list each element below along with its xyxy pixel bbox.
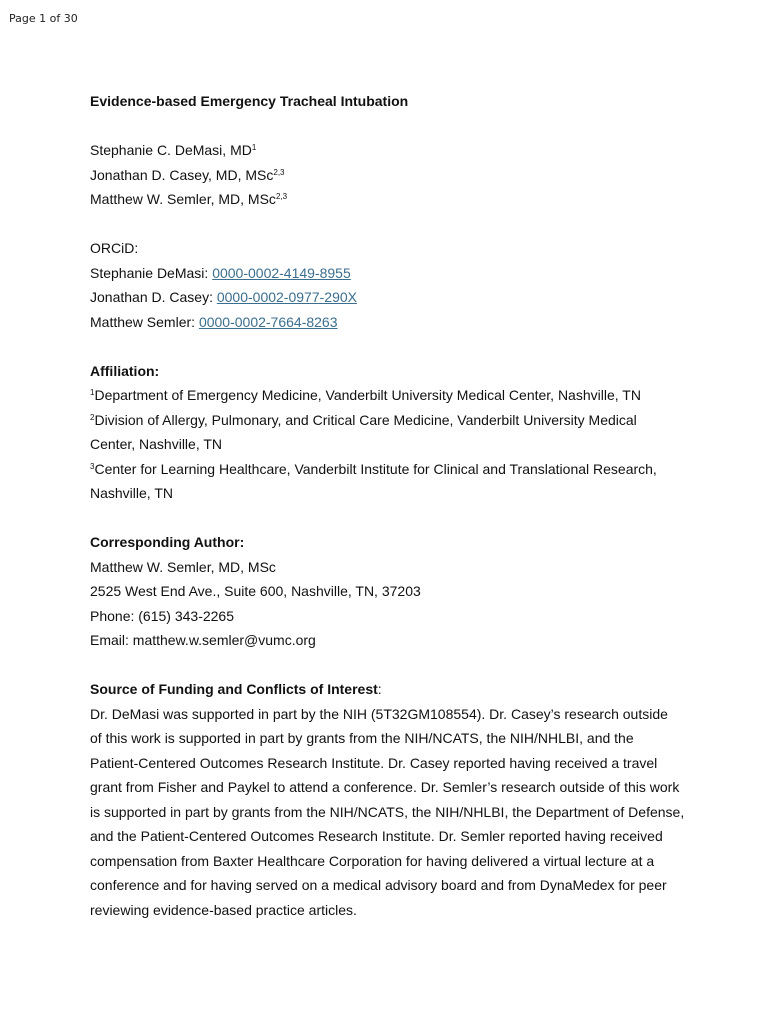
affiliation-text: Center for Learning Healthcare, Vanderbilt Institute for Clinical and Translational Research, — [94, 460, 657, 477]
orcid-label: Jonathan D. Casey: — [90, 289, 217, 305]
orcid-link[interactable]: 0000-0002-4149-8955 — [212, 264, 351, 281]
funding-heading-line — [90, 677, 690, 702]
funding-text-line: conference and for having served on a medical advisory board and from DynaMedex for peer — [90, 877, 667, 893]
author-name: Jonathan D. Casey, MD, MSc — [90, 166, 274, 183]
author-affiliation-sup: 2,3 — [273, 167, 285, 177]
corresponding-email: Email: matthew.w.semler@vumc.org — [90, 632, 316, 648]
author-line — [90, 138, 690, 163]
author-name: Stephanie C. DeMasi, MD — [90, 142, 252, 158]
funding-heading-colon: : — [377, 681, 382, 697]
document-body — [90, 89, 690, 922]
corresponding-phone: Phone: (615) 343-2265 — [90, 607, 234, 624]
orcid-heading: ORCiD: — [90, 240, 139, 256]
spacer — [90, 506, 690, 531]
spacer — [90, 114, 690, 139]
author-affiliation-sup: 1 — [251, 143, 257, 152]
orcid-entry — [90, 261, 690, 286]
corresponding-name: Matthew W. Semler, MD, MSc — [90, 558, 276, 575]
orcid-link[interactable]: 0000-0002-0977-290X — [216, 289, 357, 305]
affiliation-sup: 2 — [90, 412, 95, 422]
orcid-label: Matthew Semler: — [90, 313, 199, 330]
author-name: Matthew W. Semler, MD, MSc — [90, 191, 276, 207]
affiliation-item — [90, 408, 690, 433]
funding-text-line: Dr. DeMasi was supported in part by the NIH (5T32GM108554). Dr. Casey’s research outside — [90, 705, 668, 722]
spacer — [90, 212, 690, 237]
affiliation-continuation: Center, Nashville, TN — [90, 436, 223, 452]
funding-text-line: reviewing evidence-based practice articles. — [90, 901, 357, 918]
page-indicator: Page 1 of 30 — [9, 12, 78, 25]
corresponding-address: 2525 West End Ave., Suite 600, Nashville, TN, 37203 — [90, 583, 421, 599]
funding-text-line: Patient-Centered Outcomes Research Institute. Dr. Casey reported having received a travel — [90, 754, 658, 771]
spacer — [90, 334, 690, 359]
affiliation-text: Division of Allergy, Pulmonary, and Critical Care Medicine, Vanderbilt University Medical — [94, 411, 637, 428]
funding-text-line: is supported in part by grants from the NIH/NCATS, the NIH/NHLBI, the Department of Defense, — [90, 803, 685, 820]
orcid-entry — [90, 310, 690, 335]
affiliation-item — [90, 383, 690, 408]
document-title: Evidence-based Emergency Tracheal Intubation — [90, 93, 409, 109]
orcid-entry — [90, 285, 690, 310]
author-line — [90, 163, 690, 188]
corresponding-heading: Corresponding Author: — [90, 534, 245, 550]
funding-text-line: of this work is supported in part by grants from the NIH/NCATS, the NIH/NHLBI, and the — [90, 730, 634, 746]
affiliation-continuation: Nashville, TN — [90, 485, 173, 501]
author-affiliation-sup: 2,3 — [275, 192, 288, 201]
spacer — [90, 653, 690, 678]
affiliation-item — [90, 457, 690, 482]
orcid-label: Stephanie DeMasi: — [90, 264, 213, 281]
affiliation-sup: 1 — [90, 388, 95, 397]
funding-text-line: grant from Fisher and Paykel to attend a conference. Dr. Semler’s research outside of this work — [90, 779, 680, 795]
affiliation-text: Department of Emergency Medicine, Vanderbilt University Medical Center, Nashville, TN — [94, 387, 641, 403]
affiliation-heading: Affiliation: — [90, 362, 160, 379]
orcid-link[interactable]: 0000-0002-7664-8263 — [198, 313, 338, 330]
funding-text-line: and the Patient-Centered Outcomes Research Institute. Dr. Semler reported having received — [90, 828, 663, 844]
funding-text-line: compensation from Baxter Healthcare Corporation for having delivered a virtual lecture at a — [90, 852, 655, 869]
funding-heading: Source of Funding and Conflicts of Interest — [90, 681, 378, 697]
author-line — [90, 187, 690, 212]
affiliation-sup: 3 — [90, 461, 95, 471]
